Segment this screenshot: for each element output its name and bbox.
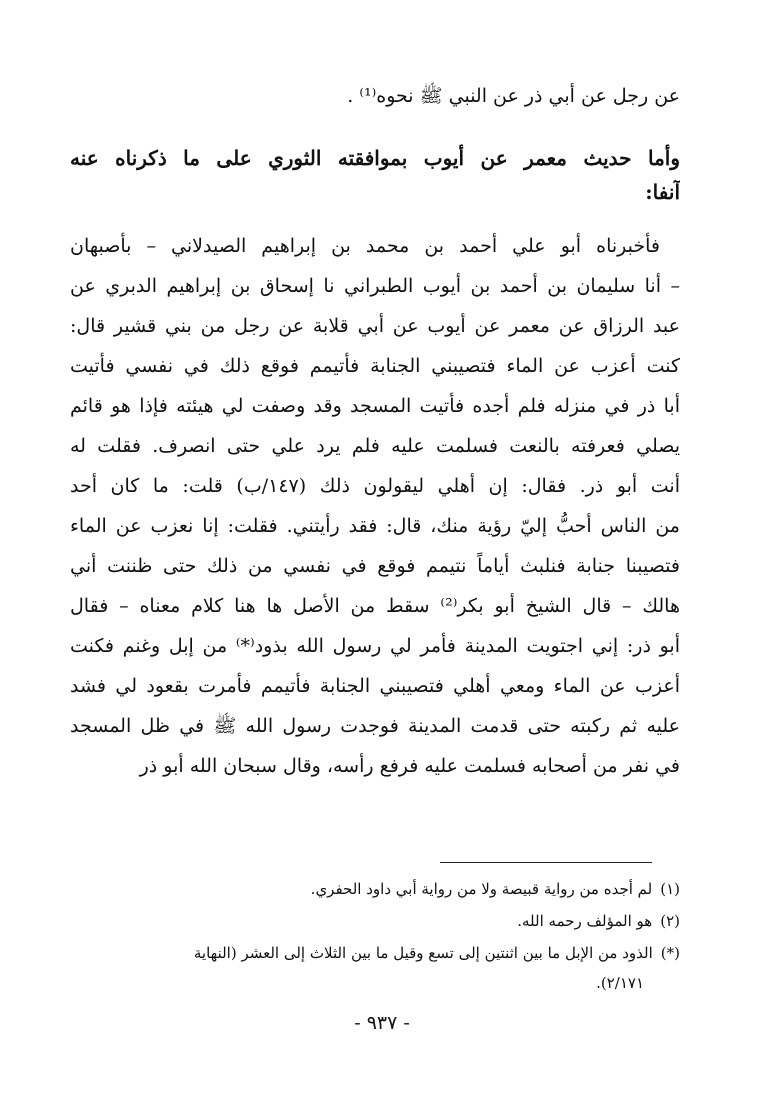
text-line: فأخبرناه أبو علي أحمد بن محمد بن إبراهيم الصيدلاني – بأصبهان [70,235,660,257]
footnote-2 [70,910,680,932]
section-heading-continuation: آنفا: [645,180,680,204]
footnote-text: لم أجده من رواية قبيصة ولا من رواية أبي داود الحفري. [310,880,653,898]
footnote-3 [70,942,680,964]
footnote-mark: (٢) [660,912,680,930]
text-line: أبا ذر في منزله فلم أجده فأتيت المسجد وقد وصفت لي هيئته فإذا هو قائم [70,395,680,417]
text-line: كنت أعزب عن الماء فتصيبني الجنابة فأتيمم فوقع ذلك في نفسي فأتيت [70,355,680,377]
text-line: عليه ثم ركبته حتى قدمت المدينة فوجدت رسول الله ﷺ في ظل المسجد [70,715,680,737]
text-line: عن رجل عن أبي ذر عن النبي ﷺ نحوه⁽¹⁾ . [347,85,680,107]
footnote-text: هو المؤلف رحمه الله. [517,912,653,930]
footnote-text: ٢/١٧١). [596,974,644,992]
footnote-mark: (١) [660,880,680,898]
text-line: أعزب عن الماء ومعي أهلي فتصيبني الجنابة فأتيمم فأمرت بقعود لي فشد [70,675,680,697]
text-line: فتصيبنا جنابة فنلبث أياماً نتيمم فوقع في نفسي من ذلك حتى ظننت أني [70,555,680,577]
footnote-divider [440,862,652,863]
text-line: في نفر من أصحابه فسلمت عليه فرفع رأسه، وقال سبحان الله أبو ذر [139,755,680,777]
page-number: - ٩٣٧ - [354,1012,410,1034]
text-line: عبد الرزاق عن معمر عن أيوب عن أبي قلابة عن رجل من بني قشير قال: [70,315,680,337]
footnote-3-continuation [70,972,644,994]
text-line: – أنا سليمان بن أحمد بن أيوب الطبراني نا إسحاق بن إبراهيم الدبري عن [70,275,680,297]
section-heading: وأما حديث معمر عن أيوب بموافقته الثوري على ما ذكرناه عنه [70,146,680,170]
text-line: هالك – قال الشيخ أبو بكر⁽²⁾ سقط من الأصل ها هنا كلام معناه – فقال [70,595,680,617]
text-line: من الناس أحبُّ إليّ رؤية منك، قال: فقد رأيتني. فقلت: إنا نعزب عن الماء [70,515,680,537]
text-line: أبو ذر: إني اجتويت المدينة فأمر لي رسول الله بذود⁽*⁾ من إبل وغنم فكنت [70,635,680,657]
footnote-mark: (*) [660,944,680,962]
text-line: أنت أبو ذر. فقال: إن أهلي ليقولون ذلك (١٤٧/ب) قلت: ما كان أحد [70,475,680,497]
footnote-1 [70,878,680,900]
footnote-text: الذود من الإبل ما بين اثنتين إلى تسع وقيل ما بين الثلاث إلى العشر (النهاية [193,944,653,962]
text-line: يصلي فعرفته بالنعت فسلمت عليه فلم يرد علي حتى انصرف. فقلت له [70,435,680,457]
